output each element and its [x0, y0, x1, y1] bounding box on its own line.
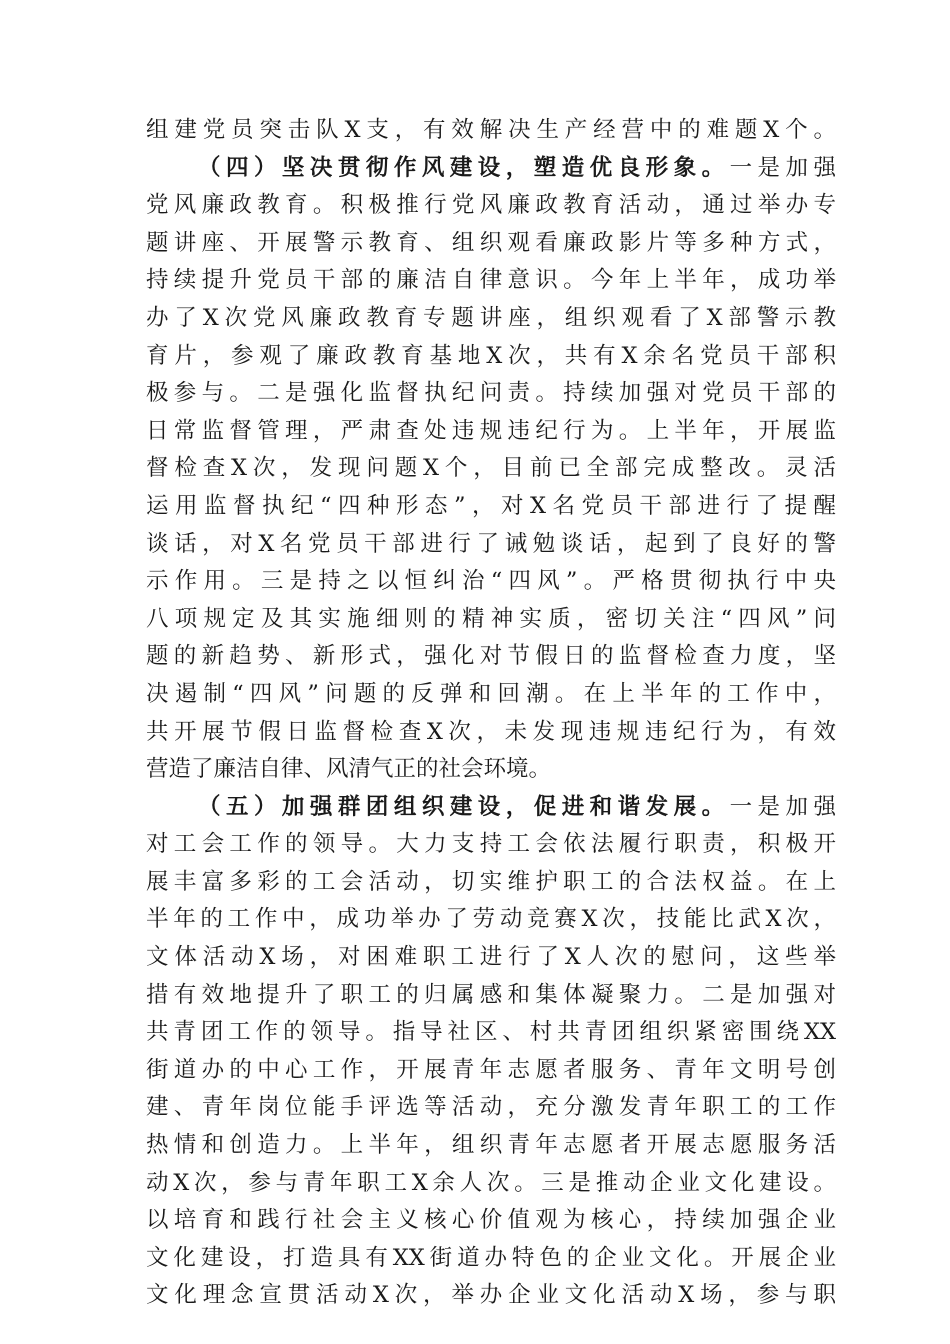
text-line: 题讲座、开展警示教育、组织观看廉政影片等多种方式，: [146, 229, 836, 256]
body-text: [146, 112, 836, 1315]
text-line: 共开展节假日监督检查X次，未发现违规违纪行为，有效: [146, 718, 836, 745]
text-line: 运用监督执纪“四种形态”，对X名党员干部进行了提醒: [146, 492, 836, 519]
text-line: 日常监督管理，严肃查处违规违纪行为。上半年，开展监: [146, 417, 836, 444]
text-line: 极参与。二是强化监督执纪问责。持续加强对党员干部的: [146, 380, 836, 407]
text-line: 以培育和践行社会主义核心价值观为核心，持续加强企业: [146, 1207, 836, 1234]
text-line: 办了X次党风廉政教育专题讲座，组织观看了X部警示教: [146, 304, 836, 331]
section-heading-line: （四）坚决贯彻作风建设，塑造优良形象。一是加强: [198, 154, 836, 181]
text-line: 党风廉政教育。积极推行党风廉政教育活动，通过举办专: [146, 192, 836, 219]
section-heading: （五）加强群团组织建设，促进和谐发展。: [198, 793, 730, 820]
text-line: 街道办的中心工作，开展青年志愿者服务、青年文明号创: [146, 1056, 836, 1083]
text-line: 共青团工作的领导。指导社区、村共青团组织紧密围绕XX: [146, 1019, 836, 1046]
text-line: 谈话，对X名党员干部进行了诫勉谈话，起到了良好的警: [146, 530, 836, 557]
section-heading-line: （五）加强群团组织建设，促进和谐发展。一是加强: [198, 793, 836, 820]
text-line: 措有效地提升了职工的归属感和集体凝聚力。二是加强对: [146, 981, 836, 1008]
text-line: 文化理念宣贯活动X次，举办企业文化活动X场，参与职: [146, 1282, 836, 1309]
text-line: 文化建设，打造具有XX街道办特色的企业文化。开展企业: [146, 1244, 836, 1271]
text-line: 半年的工作中，成功举办了劳动竞赛X次，技能比武X次，: [146, 906, 836, 933]
text-line: 八项规定及其实施细则的精神实质，密切关注“四风”问: [146, 605, 836, 632]
text-line: 建、青年岗位能手评选等活动，充分激发青年职工的工作: [146, 1094, 836, 1121]
text-line: 持续提升党员干部的廉洁自律意识。今年上半年，成功举: [146, 267, 836, 294]
text-line: 决遏制“四风”问题的反弹和回潮。在上半年的工作中，: [146, 680, 836, 707]
text-line: 题的新趋势、新形式，强化对节假日的监督检查力度，坚: [146, 643, 836, 670]
text-line: 热情和创造力。上半年，组织青年志愿者开展志愿服务活: [146, 1132, 836, 1159]
text-line: 育片，参观了廉政教育基地X次，共有X余名党员干部积: [146, 342, 836, 369]
paragraph-end-line: 营造了廉洁自律、风清气正的社会环境。: [146, 756, 552, 783]
text-line: 示作用。三是持之以恒纠治“四风”。严格贯彻执行中央: [146, 568, 836, 595]
text-line: 动X次，参与青年职工X余人次。三是推动企业文化建设。: [146, 1169, 836, 1196]
text-line: 展丰富多彩的工会活动，切实维护职工的合法权益。在上: [146, 868, 836, 895]
section-heading: （四）坚决贯彻作风建设，塑造优良形象。: [198, 154, 730, 181]
text-line: 督检查X次，发现问题X个，目前已全部完成整改。灵活: [146, 455, 836, 482]
text-line: 对工会工作的领导。大力支持工会依法履行职责，积极开: [146, 831, 836, 858]
text-line: 文体活动X场，对困难职工进行了X人次的慰问，这些举: [146, 944, 836, 971]
text-line: 组建党员突击队X支，有效解决生产经营中的难题X个。: [146, 117, 836, 143]
